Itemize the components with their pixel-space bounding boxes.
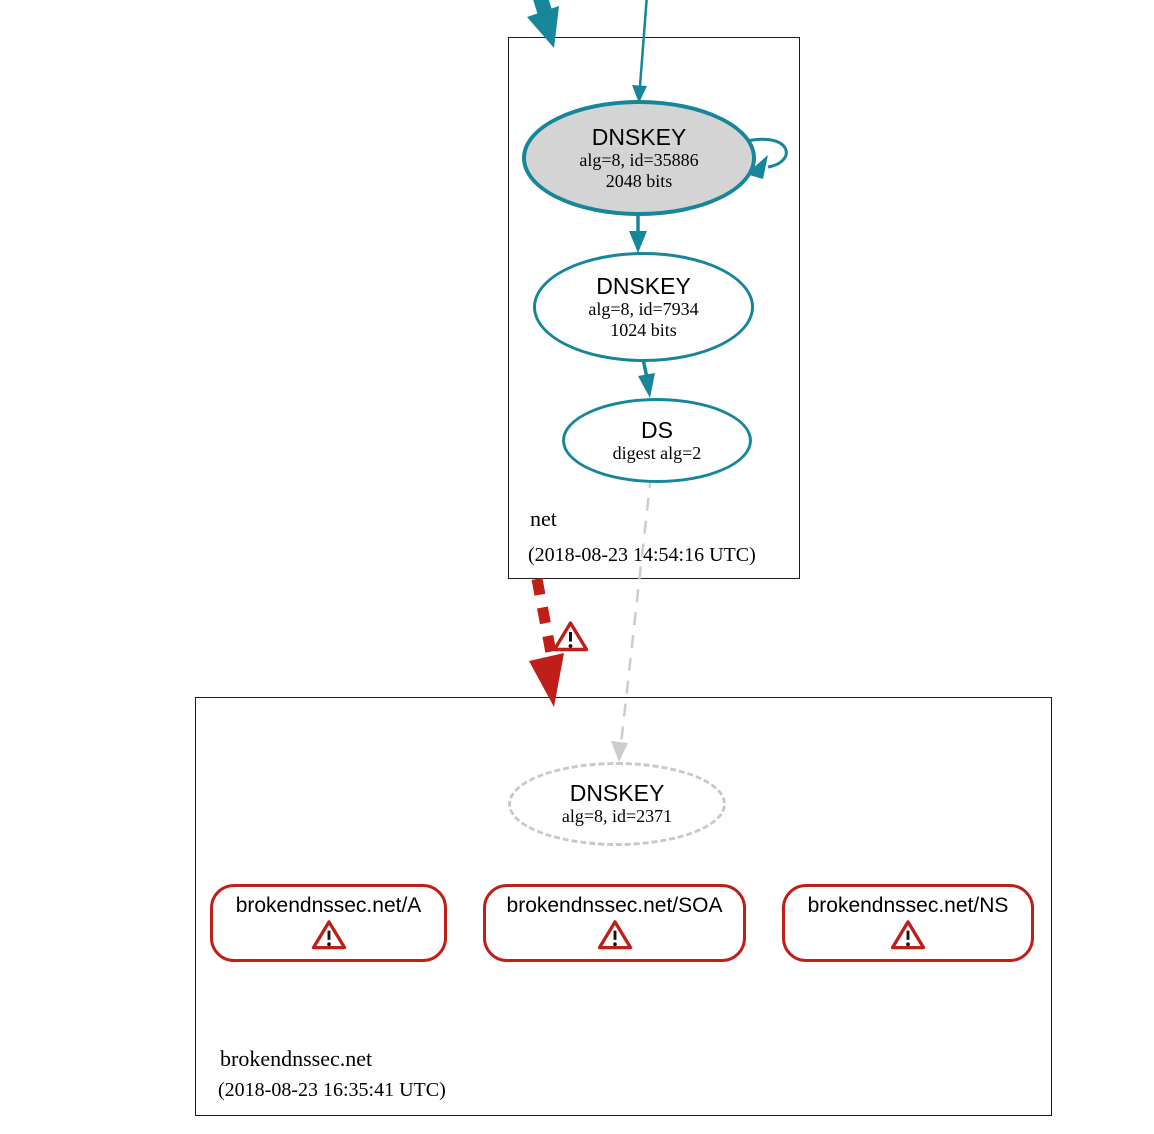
- warning-icon: [597, 919, 633, 951]
- edge-ds-to-child-dnskey: [611, 475, 651, 762]
- node-dnskey-ksk-35886[interactable]: [522, 100, 756, 216]
- zone-timestamp-net: (2018-08-23 14:54:16 UTC): [528, 544, 756, 566]
- node-title: DNSKEY: [596, 272, 691, 299]
- edge-root-delegation-arrow: [527, 0, 559, 48]
- node-title: DS: [641, 416, 673, 443]
- node-detail: alg=8, id=2371: [561, 806, 673, 826]
- node-ds[interactable]: [562, 398, 752, 483]
- rrset-brokendnssec-a[interactable]: [210, 884, 447, 962]
- node-title: DNSKEY: [591, 123, 687, 150]
- node-bits: 2048 bits: [605, 170, 673, 191]
- node-dnskey-2371[interactable]: [508, 762, 726, 846]
- rrset-label: brokendnssec.net/A: [235, 894, 422, 917]
- node-detail: alg=8, id=35886: [579, 149, 699, 170]
- rrset-label: brokendnssec.net/SOA: [506, 894, 723, 917]
- zone-name-net: net: [530, 506, 557, 531]
- zone-timestamp-brokendnssec: (2018-08-23 16:35:41 UTC): [218, 1079, 446, 1101]
- warning-icon: [552, 620, 589, 653]
- node-title: DNSKEY: [569, 780, 665, 806]
- zone-name-brokendnssec: brokendnssec.net: [220, 1046, 373, 1071]
- warning-icon: [890, 919, 926, 951]
- node-dnskey-zsk-7934[interactable]: [533, 252, 754, 362]
- edge-parent-to-ksk: [632, 0, 647, 103]
- warning-icon: [311, 919, 347, 951]
- rrset-brokendnssec-ns[interactable]: [782, 884, 1034, 962]
- node-bits: 1024 bits: [610, 319, 677, 340]
- rrset-brokendnssec-soa[interactable]: [483, 884, 746, 962]
- rrset-label: brokendnssec.net/NS: [807, 894, 1009, 917]
- node-detail: digest alg=2: [612, 442, 702, 463]
- node-detail: alg=8, id=7934: [588, 298, 699, 319]
